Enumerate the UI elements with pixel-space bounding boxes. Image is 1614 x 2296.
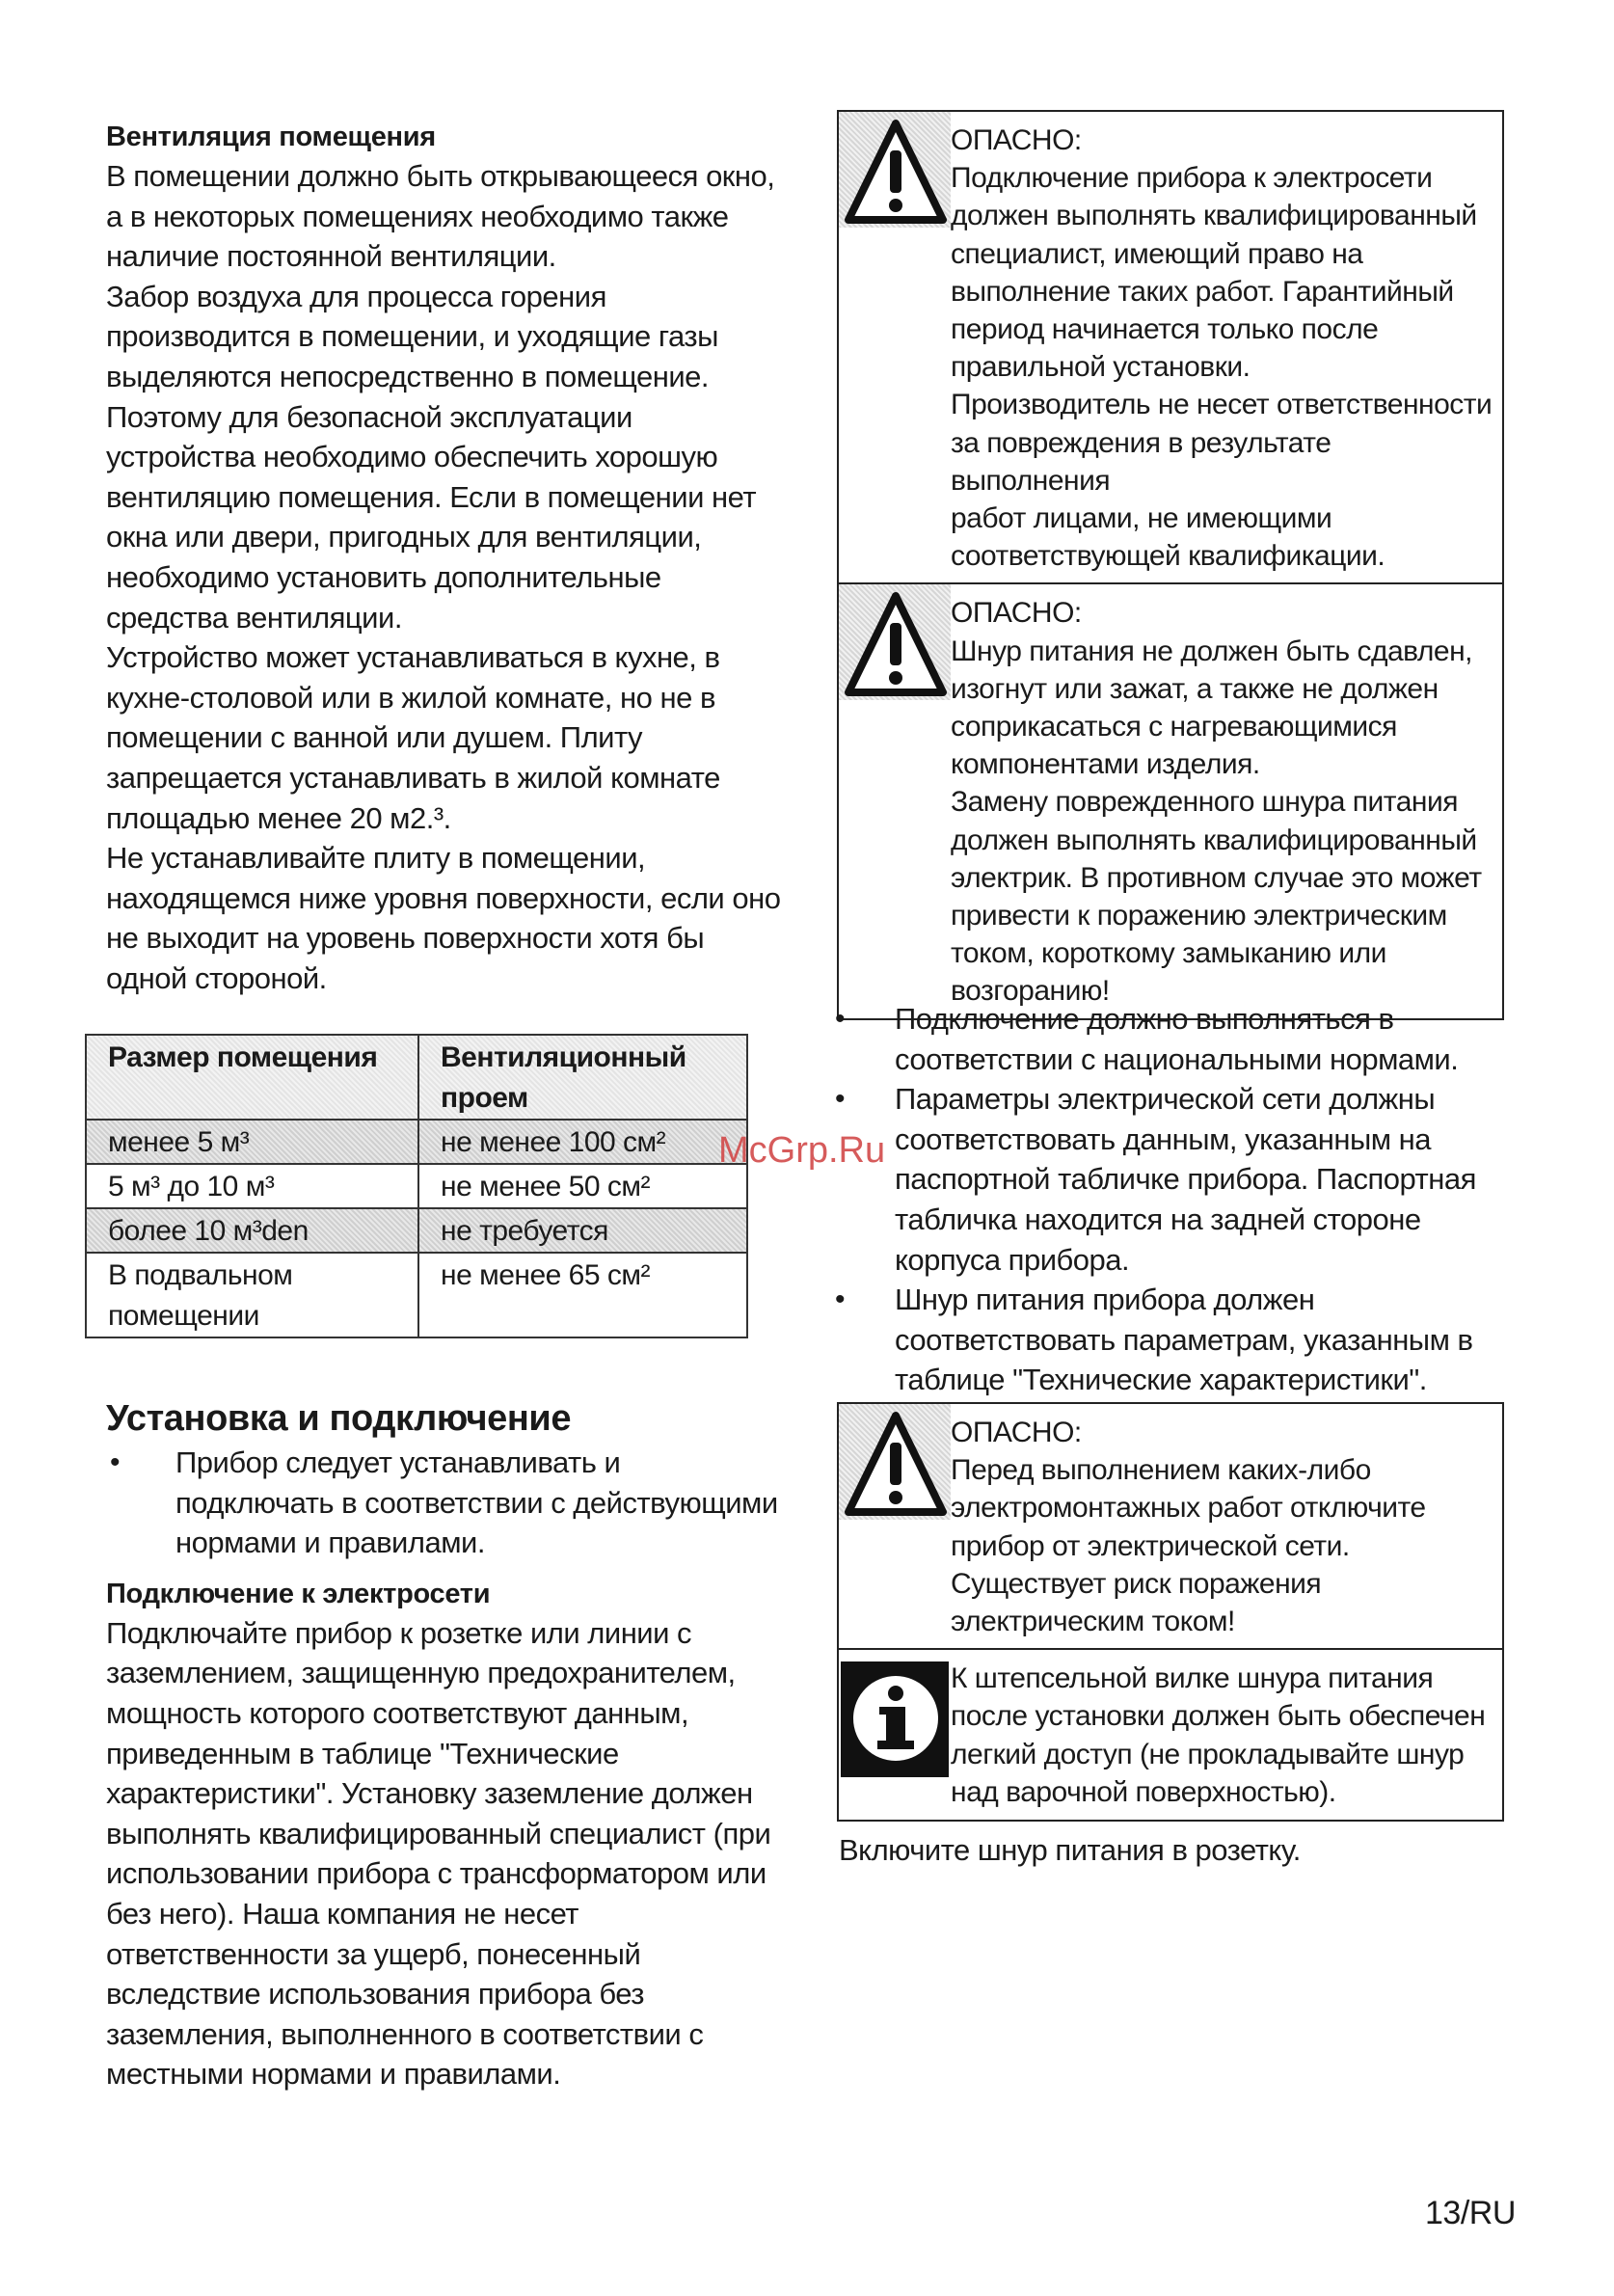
info-icon [843, 1663, 949, 1773]
text-line: после установки должен быть обеспечен [951, 1700, 1486, 1733]
text-line: средства вентиляции. [106, 600, 402, 635]
list-item [831, 1280, 1506, 1400]
text-line: производится в помещении, и уходящие газы [106, 319, 718, 354]
text-line: Производитель не несет ответственности [951, 389, 1493, 421]
ventilation-section [106, 118, 781, 998]
text-line: соответствующей квалификации. [951, 540, 1385, 573]
cell-size: более 10 м³den [86, 1208, 418, 1253]
text-line: вследствие использования прибора без [106, 1977, 645, 2012]
text-line: Прибор следует устанавливать и [175, 1445, 621, 1479]
info-box [839, 1650, 1502, 1820]
text-line: соответствовать параметрам, указанным в [895, 1322, 1473, 1357]
cell-size: менее 5 м³ [86, 1120, 418, 1164]
cell-opening: не менее 65 см² [418, 1253, 747, 1337]
text-line: нормами и правилами. [175, 1526, 485, 1560]
text-line: Поэтому для безопасной эксплуатации [106, 399, 632, 434]
text-line: мощность которого соответствуют данным, [106, 1695, 689, 1730]
text-line: Параметры электрической сети должны [895, 1082, 1436, 1117]
text-line: одной стороной. [106, 960, 327, 995]
cell-size: 5 м³ до 10 м³ [86, 1164, 418, 1208]
text-line: характеристики". Установку заземление должен [106, 1776, 753, 1811]
text-line: Подключение должно выполняться в [895, 1002, 1394, 1036]
text-line: табличка находится на задней стороне [895, 1202, 1421, 1236]
text-line: изогнут или зажат, а также не должен [951, 672, 1439, 705]
header-room-size: Размер помещения [86, 1035, 418, 1120]
text-line: выполнять квалифицированный специалист (при [106, 1816, 771, 1850]
ventilation-text [106, 156, 781, 998]
text-line: В помещении должно быть открывающееся окно, [106, 159, 775, 193]
table-row [86, 1253, 747, 1337]
text-line: работ лицами, не имеющими [951, 502, 1332, 535]
ventilation-table [85, 1034, 748, 1338]
warning-box-group-top [837, 110, 1504, 1020]
text-line: приведенным в таблице "Технические [106, 1736, 619, 1770]
warning-triangle-icon [843, 1410, 949, 1520]
text-line: компонентами изделия. [951, 748, 1260, 781]
warning-box-3 [839, 1404, 1502, 1648]
text-line: током, короткому замыканию или [951, 937, 1386, 970]
warning-title: ОПАСНО: [951, 597, 1082, 630]
bullet-dot: • [835, 1003, 846, 1035]
text-line: площадью менее 20 м2.³. [106, 800, 451, 835]
warning-box-1 [839, 112, 1502, 582]
text-line: без него). Наша компания не несет [106, 1896, 578, 1931]
text-line: легкий доступ (не прокладывайте шнур [951, 1738, 1465, 1770]
text-line: подключать в соответствии с действующими [175, 1485, 778, 1520]
text-line: Подключайте прибор к розетке или линии с [106, 1615, 692, 1650]
text-line: соответствовать данным, указанным на [895, 1121, 1432, 1156]
connection-requirements-list [831, 999, 1506, 1400]
text-line: запрещается устанавливать в жилой комнате [106, 760, 720, 795]
text-line: корпуса прибора. [895, 1242, 1130, 1277]
header-vent-opening: Вентиляционный проем [418, 1035, 747, 1120]
text-line: окна или двери, пригодных для вентиляции, [106, 520, 702, 554]
text-line: Замену поврежденного шнура питания [951, 786, 1458, 819]
text-line: вентиляцию помещения. Если в помещении нет [106, 479, 757, 514]
text-line: не выходит на уровень поверхности хотя бы [106, 921, 705, 956]
install-section [106, 1443, 800, 2094]
bullet-dot: • [835, 1283, 846, 1316]
cell-size: В подвальном помещении [86, 1253, 418, 1337]
cell-opening: не менее 50 см² [418, 1164, 747, 1208]
text-line: выделяются непосредственно в помещение. [106, 359, 710, 393]
text-line: период начинается только после [951, 313, 1379, 346]
table-row [86, 1164, 747, 1208]
warning-title: ОПАСНО: [951, 1417, 1082, 1448]
install-bullet [106, 1443, 800, 1563]
watermark: McGrp.Ru [718, 1130, 886, 1171]
text-line: а в некоторых помещениях необходимо также [106, 199, 729, 233]
text-line: Забор воздуха для процесса горения [106, 279, 606, 313]
text-line: Подключение прибора к электросети [951, 162, 1433, 195]
warning-triangle-icon [843, 590, 949, 700]
text-line: возгоранию! [951, 975, 1110, 1008]
text-line: ответственности за ущерб, понесенный [106, 1936, 641, 1971]
list-item [831, 999, 1506, 1079]
text-line: Устройство может устанавливаться в кухне, в [106, 640, 720, 675]
warning-box-2 [839, 584, 1502, 1017]
text-line: помещении с ванной или душем. Плиту [106, 720, 643, 755]
text-line: кухне-столовой или в жилой комнате, но не в [106, 680, 715, 715]
text-line: паспортной табличке прибора. Паспортная [895, 1162, 1476, 1197]
text-line: соприкасаться с нагревающимися [951, 711, 1397, 743]
text-line: должен выполнять квалифицированный [951, 200, 1477, 232]
text-line: Перед выполнением каких-либо [951, 1454, 1371, 1487]
text-line: электрик. В противном случае это может [951, 861, 1482, 894]
page-number: 13/RU [1425, 2195, 1516, 2231]
ventilation-heading: Вентиляция помещения [106, 122, 436, 152]
cell-opening: не менее 100 см² [418, 1120, 747, 1164]
text-line: над варочной поверхностью). [951, 1775, 1336, 1808]
electric-connection-text [106, 1613, 800, 2094]
text-line: соответствии с национальными нормами. [895, 1041, 1459, 1076]
cell-opening: не требуется [418, 1208, 747, 1253]
warning-box-group-bottom [837, 1402, 1504, 1822]
text-line: использовании прибора с трансформатором или [106, 1856, 767, 1891]
text-line: К штепсельной вилке шнура питания [951, 1662, 1434, 1695]
text-line: наличие постоянной вентиляции. [106, 239, 556, 274]
text-line: электрическим током! [951, 1606, 1235, 1638]
text-line: специалист, имеющий право на [951, 237, 1363, 270]
electric-connection-heading: Подключение к электросети [106, 1578, 491, 1609]
text-line: Существует риск поражения [951, 1567, 1322, 1600]
text-line: находящемся ниже уровня поверхности, если оно [106, 880, 781, 915]
text-line: Не устанавливайте плиту в помещении, [106, 841, 646, 876]
text-line: прибор от электрической сети. [951, 1529, 1350, 1562]
text-line: местными нормами и правилами. [106, 2057, 561, 2092]
bullet-dot: • [835, 1083, 846, 1116]
text-line: заземления, выполненного в соответствии с [106, 2016, 704, 2051]
text-line: заземлением, защищенную предохранителем, [106, 1656, 736, 1690]
table-row [86, 1208, 747, 1253]
text-line: выполнение таких работ. Гарантийный [951, 275, 1454, 308]
text-line: устройства необходимо обеспечить хорошую [106, 440, 718, 474]
text-line: за повреждения в результате выполнения [951, 426, 1332, 497]
warning-triangle-icon [843, 118, 949, 228]
text-line: электромонтажных работ отключите [951, 1492, 1426, 1525]
list-item [831, 1079, 1506, 1280]
text-line: таблице "Технические характеристики". [895, 1363, 1427, 1397]
text-line: Шнур питания не должен быть сдавлен, [951, 635, 1472, 667]
text-line: необходимо установить дополнительные [106, 559, 661, 594]
table-header-row [86, 1035, 747, 1120]
warning-title: ОПАСНО: [951, 124, 1082, 156]
table-row [86, 1120, 747, 1164]
bullet-dot: • [110, 1446, 121, 1478]
text-line: привести к поражению электрическим [951, 900, 1447, 932]
text-line: должен выполнять квалифицированный [951, 824, 1477, 856]
install-heading: Установка и подключение [106, 1398, 572, 1439]
text-line: Шнур питания прибора должен [895, 1283, 1315, 1317]
plug-in-instruction: Включите шнур питания в розетку. [839, 1833, 1301, 1867]
text-line: правильной установки. [951, 351, 1251, 384]
